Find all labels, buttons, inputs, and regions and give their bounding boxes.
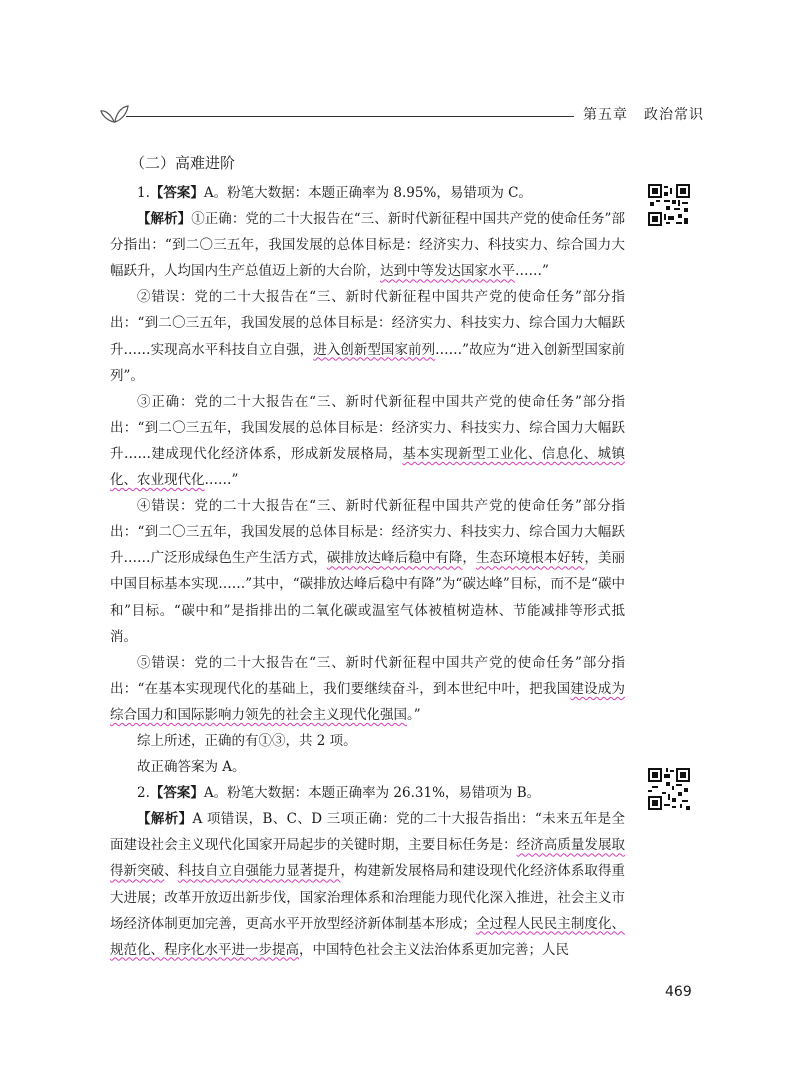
header-rule <box>126 116 574 117</box>
q1-analysis-5 <box>110 650 625 728</box>
q2-answer-text: A。粉笔大数据：本题正确率为 26.31%，易错项为 B。 <box>203 785 541 802</box>
analysis-text: 。” <box>407 706 421 723</box>
chapter-title: 政治常识 <box>644 107 704 123</box>
analysis-text: ①正确：党的二十大报告在“三、新时代新征程中国共产党的使命任务”部分指出：“到二〇三五年，我国发展的总体目标是：经济实力、科技实力、综合国力大幅跃升，人均国内生产总值迈上新的大台阶， <box>110 211 625 280</box>
analysis-text: ……” <box>515 263 549 280</box>
chapter-heading <box>583 104 704 124</box>
page-number: 469 <box>665 984 692 1000</box>
highlighted-phrase: 进入创新型国家前列 <box>313 341 436 358</box>
analysis-text: ⑤错误：党的二十大报告在“三、新时代新征程中国共产党的使命任务”部分指出：“在基本实现现代化的基础上，我们要继续奋斗，到本世纪中叶，把我国 <box>110 654 625 697</box>
q1-answer-text: A。粉笔大数据：本题正确率为 8.95%，易错项为 C。 <box>203 185 532 201</box>
highlighted-phrase: 全过程人民民主制度化、规范化、程序化水平进一步提高 <box>110 915 626 958</box>
q2-answer-label: 【答案】 <box>149 785 204 802</box>
analysis-text: ④错误：党的二十大报告在“三、新时代新征程中国共产党的使命任务”部分指出：“到二〇三五年，我国发展的总体目标是：经济实力、科技实力、综合国力大幅跃升……广泛形成绿色生产生活方式， <box>110 498 625 567</box>
highlighted-phrase: 基本实现新型工业化、信息化、城镇化、农业现代化 <box>110 445 626 489</box>
q1-analysis-label: 【解析】 <box>137 211 192 228</box>
section-title: （二）高难进阶 <box>130 154 236 172</box>
q2-analysis-label: 【解析】 <box>137 811 193 828</box>
q1-analysis-4 <box>110 493 625 650</box>
q2-number: 2. <box>137 785 150 802</box>
q1-answer-line <box>110 180 625 206</box>
q1-analysis-1 <box>110 206 625 284</box>
analysis-text: 、 <box>164 863 178 880</box>
analysis-text: ……” <box>204 472 239 489</box>
q1-number: 1. <box>137 185 150 201</box>
analysis-text: ，美丽中国目标基本实现……”其中，“碳排放达峰后稳中有降”为“碳达峰”目标，而不是“碳中和”目标。“碳中和”是指排出的二氧化碳或温室气体被植树造林、节能减排等形式抵消。 <box>110 550 626 645</box>
highlighted-phrase: 科技自立自强能力显著提升 <box>177 863 341 880</box>
q1-answer-label: 【答案】 <box>149 185 204 201</box>
q1-analysis-2 <box>110 284 625 388</box>
chapter-number: 第五章 <box>583 107 628 123</box>
analysis-text: ，构建新发展格局和建设现代化经济体系取得重大进展；改革开放迈出新步伐，国家治理体系和治理能力现代化深入推进，社会主义市场经济体制更加完善，更高水平开放型经济新体制基本形成； <box>110 863 626 932</box>
q1-conclusion: 故正确答案为 A。 <box>137 759 246 776</box>
analysis-text: ③正确：党的二十大报告在“三、新时代新征程中国共产党的使命任务”部分指出：“到二〇三五年，我国发展的总体目标是：经济实力、科技实力、综合国力大幅跃升……建成现代化经济体系，形成新发展格局， <box>110 393 625 462</box>
highlighted-phrase: 生态环境根本好转 <box>475 550 585 567</box>
answer-content <box>110 180 625 963</box>
page-header <box>100 96 704 132</box>
q2-answer-line <box>110 780 625 806</box>
analysis-text: A 项错误，B、C、D 三项正确：党的二十大报告指出：“未来五年是全面建设社会主义现代化国家开局起步的关键时期，主要目标任务是： <box>110 811 626 854</box>
highlighted-phrase: 碳排放达峰后稳中有降 <box>326 550 463 567</box>
analysis-text: ，中国特色社会主义法治体系更加完善；人民 <box>299 941 569 958</box>
analysis-text: ， <box>462 550 476 567</box>
qr-code-icon <box>648 184 690 226</box>
analysis-text: ②错误：党的二十大报告在“三、新时代新征程中国共产党的使命任务”部分指出：“到二〇三五年，我国发展的总体目标是：经济实力、科技实力、综合国力大幅跃升……实现高水平科技自立自强， <box>110 289 625 358</box>
leaf-icon <box>100 102 130 124</box>
highlighted-phrase: 建设成为综合国力和国际影响力领先的社会主义现代化强国 <box>110 680 626 723</box>
highlighted-phrase: 达到中等发达国家水平 <box>380 263 515 280</box>
highlighted-phrase: 经济高质量发展取得新突破 <box>110 837 626 880</box>
q1-analysis-3 <box>110 389 625 493</box>
qr-code-icon <box>648 768 690 810</box>
q2-analysis-1 <box>110 806 625 963</box>
q1-summary: 综上所述，正确的有①③，共 2 项。 <box>137 732 357 749</box>
analysis-text: ……”故应为“进入创新型国家前列”。 <box>110 341 626 384</box>
